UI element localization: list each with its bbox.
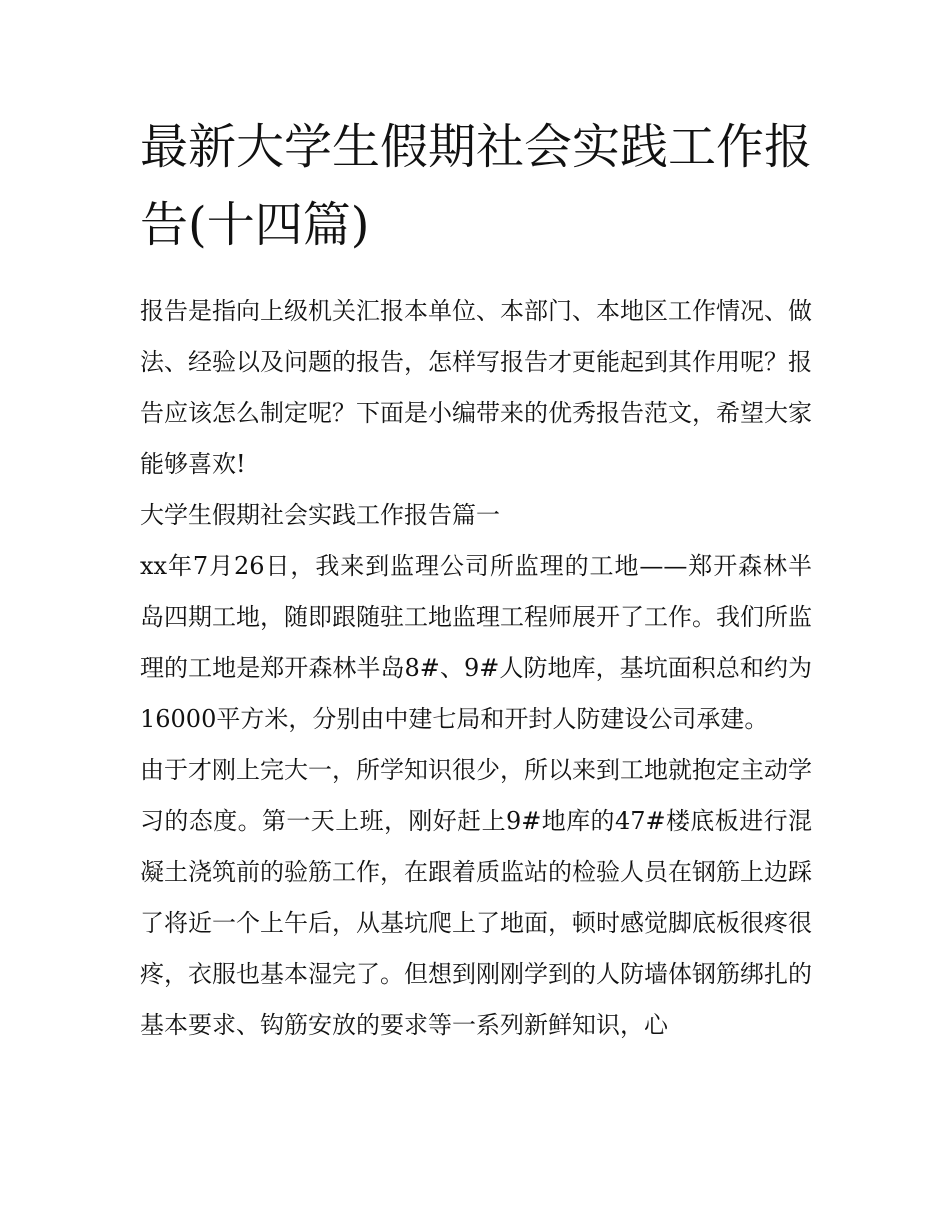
section-heading: 大学生假期社会实践工作报告篇一 — [140, 501, 500, 529]
body-paragraph-1: xx年7月26日，我来到监理公司所监理的工地——郑开森林半岛四期工地，随即跟随驻工地监理工程师展开了工作。我们所监理的工地是郑开森林半岛8#、9#人防地库，基坑面积总和约为16000平方米，分别由中建七局和开封人防建设公司承建。 — [140, 552, 812, 733]
document-body — [140, 286, 812, 1051]
body-paragraph-2: 由于才刚上完大一，所学知识很少，所以来到工地就抱定主动学习的态度。第一天上班，刚好赶上9#地库的47#楼底板进行混凝土浇筑前的验筋工作，在跟着质监站的检验人员在钢筋上边踩了将近一个上午后，从基坑爬上了地面，顿时感觉脚底板很疼很疼，衣服也基本湿完了。但想到刚刚学到的人防墙体钢筋绑扎的基本要求、钩筋安放的要求等一系列新鲜知识，心 — [140, 756, 812, 1039]
intro-paragraph: 报告是指向上级机关汇报本单位、本部门、本地区工作情况、做法、经验以及问题的报告，怎样写报告才更能起到其作用呢？报告应该怎么制定呢？下面是小编带来的优秀报告范文，希望大家能够喜欢! — [140, 297, 812, 478]
document-title: 最新大学生假期社会实践工作报告(十四篇) — [140, 119, 813, 253]
